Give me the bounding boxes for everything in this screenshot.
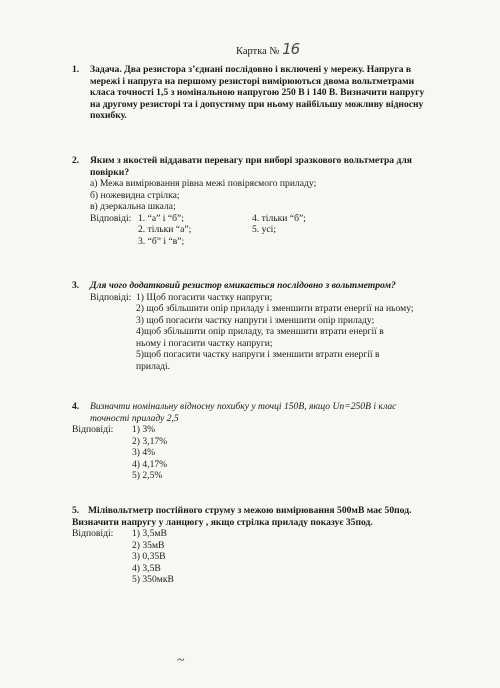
question-4-text: Визначти номінальну відносну похибку у точці 150В, якщо Un=250В і клас [90, 401, 397, 412]
question-2-option: а) Межа вимірювання рівна межі повіряємого приладу; [90, 178, 317, 189]
answer-option: 2) 3,17% [132, 435, 168, 447]
question-number: 2. [72, 155, 80, 166]
question-3-text: Для чого додатковий резистор вмикається послідовно з вольтметром? [90, 280, 396, 291]
answer-option: 5) 350мкВ [132, 574, 174, 585]
question-5-text: Визначити напругу у ланцюгу , якщо стрілка приладу показує 35под. [72, 516, 373, 528]
question-4-text: точності приладу 2,5 [90, 412, 179, 424]
answers-label: Відповіді: [72, 424, 114, 435]
answer-option: 4) 4,17% [132, 458, 168, 470]
answer-option: 1) Щоб погасити частку напруги; [136, 291, 273, 303]
answer-option: 2) щоб збільшити опір приладу і зменшити втрати енергії на ньому; [136, 303, 414, 314]
question-5-text: Мілівольтметр постійного струму з межою вимірювання 500мВ має 50под. [88, 505, 412, 516]
answer-option: 3) 4% [132, 447, 156, 458]
answer-option: 1) 3% [132, 424, 156, 435]
answer-option: 3. “б” і “в”; [138, 235, 185, 247]
question-1-line: Задача. Два резистора з’єднані послідовно і включені у мережу. Напруга в [90, 64, 412, 75]
answers-label: Відповіді: [90, 291, 132, 303]
question-number: 3. [72, 280, 80, 291]
answers-label: Відповіді: [72, 528, 114, 539]
question-1-line: класа точності 1,5 з номінальною напругою 250 В і 140 В. Визначити напругу [90, 87, 425, 98]
card-title-label: Картка № [236, 46, 280, 57]
stray-mark: ~ [177, 653, 185, 668]
answer-option: приладі. [136, 360, 171, 372]
question-2-option: в) дзеркальна шкала; [90, 201, 176, 212]
answer-option: 5) 2,5% [132, 470, 163, 481]
question-number: 1. [72, 64, 80, 75]
answer-option: 1) 3,5мВ [132, 528, 167, 539]
answer-option: 1. “а” і “б”; [138, 212, 184, 224]
answer-option: 5. усі; [252, 224, 276, 235]
card-title [236, 40, 299, 58]
answer-option: 4) 3,5В [132, 562, 161, 574]
question-1-line: на другому резисторі та і допустиму при ньому найбільшу можливу відносну [90, 98, 424, 110]
question-1-line: мережі і напруга на першому резисторі вимірюються двома вольтметрами [90, 75, 415, 87]
answers-label: Відповіді: [90, 212, 132, 224]
question-2-option: б) ножевидна стрілка; [90, 189, 180, 201]
question-number: 5. [72, 505, 80, 516]
answer-option: 4)щоб збільшити опір приладу, та зменшити втрати енергії в [136, 326, 384, 337]
answer-option: 5)щоб погасити частку напруги і зменшити втрати енергії в [136, 349, 380, 360]
answer-option: 2) 35мВ [132, 539, 165, 551]
card-number-handwritten: 16 [282, 40, 300, 58]
question-2-text: Яким з якостей віддавати перевагу при виборі зразкового вольтметра для [90, 155, 412, 166]
answer-option: 4. тільки “б”; [252, 212, 306, 224]
answer-option: 2. тільки “а”; [138, 224, 192, 235]
question-2-text: повірки? [90, 166, 130, 178]
question-1-line: похибку. [90, 110, 127, 121]
answer-option: ньому і погасити частку напруги; [136, 337, 273, 349]
answer-option: 3) щоб погасити частку напруги і зменшити опір приладу; [136, 314, 375, 326]
question-number: 4. [72, 401, 80, 412]
answer-option: 3) 0,35В [132, 551, 166, 562]
